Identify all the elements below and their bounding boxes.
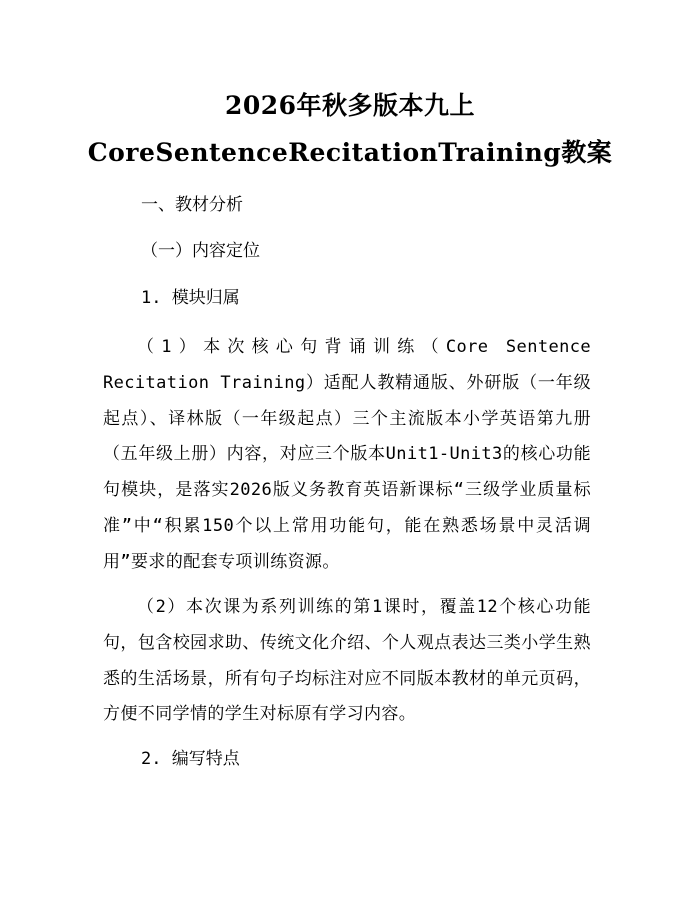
- document-title-line-2: CoreSentenceRecitationTraining教案: [87, 138, 613, 167]
- section-heading-teaching-material-analysis: 一、教材分析: [141, 195, 243, 215]
- item-heading-module-attribution: 1. 模块归属: [141, 288, 240, 308]
- item-heading-writing-features: 2. 编写特点: [141, 749, 240, 769]
- paragraph-module-description: （1）本次核心句背诵训练（Core Sentence Recitation Training）适配人教精通版、外研版（一年级起点）、译林版（一年级起点）三个主流版本小学英语第九册（五年级上册）内容，对应三个版本Unit1-Unit3的核心功能句模块，是落实2026版义务教育英语新课标“三级学业质量标准”中“积累150个以上常用功能句，能在熟悉场景中灵活调用”要求的配套专项训练资源。: [103, 337, 591, 572]
- document-title-line-1: 2026年秋多版本九上: [224, 91, 476, 120]
- subsection-heading-content-positioning: （一）内容定位: [141, 241, 260, 261]
- paragraph-lesson-coverage: （2）本次课为系列训练的第1课时，覆盖12个核心功能句，包含校园求助、传统文化介绍、个人观点表达三类小学生熟悉的生活场景，所有句子均标注对应不同版本教材的单元页码，方便不同学情的学生对标原有学习内容。: [103, 597, 591, 725]
